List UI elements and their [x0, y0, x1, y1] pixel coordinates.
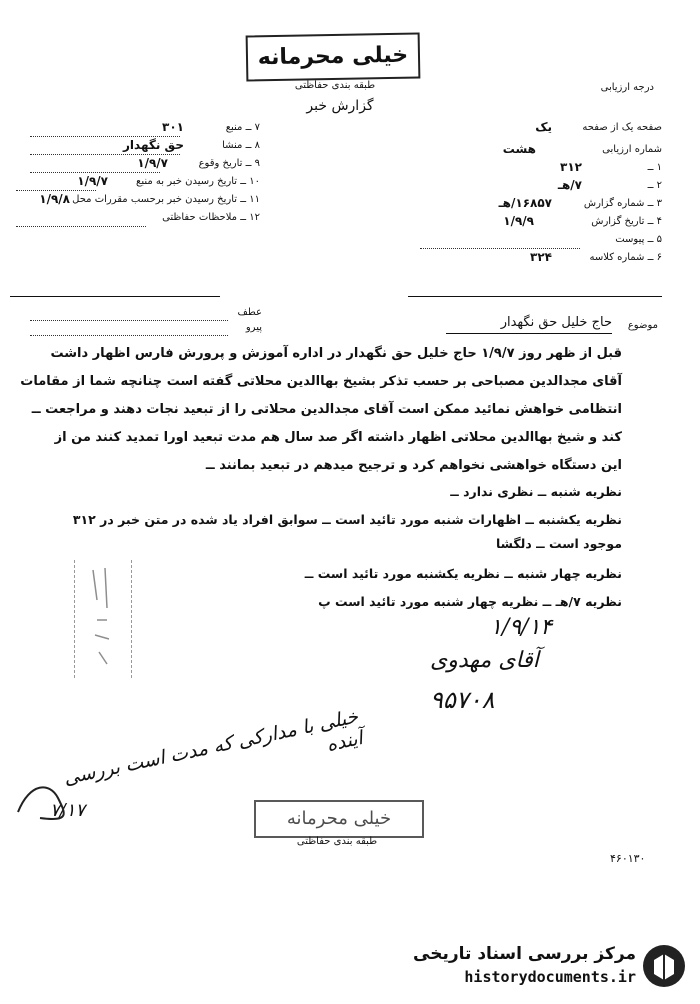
field-eval-number-value: هشت: [502, 142, 536, 156]
field-local-receipt-value: ۱/۹/۸: [39, 192, 70, 206]
field-local-receipt-label: ۱۱ ــ تاریخ رسیدن خبر برحسب مقررات محل: [72, 194, 260, 205]
handwritten-date-mark: ۱/۹/۱۴: [490, 615, 553, 640]
field-attachment-label: ۵ ــ پیوست: [615, 234, 662, 245]
field-source-receipt-label: ۱۰ ــ تاریخ رسیدن خبر به منبع: [136, 176, 260, 187]
note-7h: نظریه ۷/هـ ــ نظریه چهار شنبه مورد تائید است پ: [318, 594, 622, 609]
handwritten-initials: ۷/۱۷: [50, 800, 86, 821]
archive-logo-icon: [640, 942, 688, 990]
handwritten-scribble: [10, 772, 80, 832]
footer-logo: [410, 940, 690, 996]
field-2-label: ۲ ــ: [647, 180, 662, 191]
security-degree-label: درجه ارزیابی: [600, 82, 654, 93]
classification-label-bottom: طبقه بندی حفاظتی: [296, 836, 378, 847]
follow-up-label: پیرو: [245, 322, 262, 333]
classification-stamp-top: خیلی محرمانه: [246, 32, 421, 81]
field-eval-number-label: شماره ارزیابی: [602, 144, 662, 155]
field-source-receipt-value: ۱/۹/۷: [77, 174, 108, 188]
handwritten-signature-2: ۹۵۷۰۸: [430, 686, 495, 714]
note-wednesday: نظریه چهار شنبه ــ نظریه یکشنبه مورد تائید است ــ: [304, 566, 622, 581]
field-2-value: ۷/هـ: [557, 178, 582, 192]
field-1-label: ۱ ــ: [647, 162, 662, 173]
body-line-1: قبل از ظهر روز ۱/۹/۷ حاج خلیل حق نگهدار در اداره آموزش و پرورش فارس اظهار داشت: [50, 346, 622, 361]
field-origin-value: حق نگهدار: [122, 138, 184, 152]
margin-annotation-graphic: [75, 560, 131, 678]
margin-annotation-box: [74, 560, 132, 678]
left-field-list: [10, 118, 260, 238]
body-line-3: انتظامی خواهش نمائید ممکن است آقای مجدالدین محلاتی را از تبعید نجات دهند و مراجعت ــ: [31, 402, 622, 417]
field-security-notes-label: ۱۲ ــ ملاحظات حفاظتی: [162, 212, 260, 223]
subject-value: حاج خلیل حق نگهدار: [500, 315, 612, 330]
field-event-date-label: ۹ ــ تاریخ وقوع: [198, 158, 260, 169]
footer-logo-text: مرکز بررسی اسناد تاریخی: [413, 944, 636, 964]
right-field-list: [400, 118, 662, 268]
field-report-date-label: ۴ ــ تاریخ گزارش: [591, 216, 662, 227]
body-line-5: این دستگاه خواهشی نخواهم کرد و ترجیح میدهم در تبعید بمانند ــ: [205, 458, 622, 473]
note-sunday-1: نظریه یکشنبه ــ اظهارات شنبه مورد تائید است ــ سوابق افراد یاد شده در متن خبر در ۳۱۲: [72, 512, 622, 527]
field-page-value: یک: [535, 120, 552, 134]
subject-label: موضوع: [627, 320, 658, 331]
footer-logo-url: historydocuments.ir: [464, 968, 636, 986]
field-report-number-value: ۱۶۸۵۷/هـ: [498, 196, 552, 210]
field-origin-label: ۸ ــ منشا: [222, 140, 260, 151]
field-1-value: ۳۱۲: [560, 160, 582, 174]
note-saturday: نظریه شنبه ــ نظری ندارد ــ: [450, 484, 622, 499]
classification-label-top: طبقه بندی حفاظتی: [294, 80, 376, 91]
field-source-value: ۳۰۱: [162, 120, 184, 134]
field-page-label: صفحه یک از صفحه: [582, 122, 662, 133]
reference-label: عطف: [237, 307, 262, 318]
note-sunday-2: موجود است ــ دلگشا: [495, 536, 622, 551]
field-class-number-label: ۶ ــ شماره کلاسه: [589, 252, 662, 263]
body-line-4: کند و شیخ بهاالدین محلاتی اظهار داشته اگر صد سال هم مدت تبعید اورا تمدید کنند من از: [54, 430, 622, 445]
document-number: ۴۶۰۱۳۰: [610, 852, 646, 865]
document-title: گزارش خبر: [306, 98, 374, 114]
field-class-number-value: ۳۲۴: [530, 250, 552, 264]
field-report-number-label: ۳ ــ شماره گزارش: [583, 198, 662, 209]
field-report-date-value: ۱/۹/۹: [503, 214, 534, 228]
body-line-2: آقای مجدالدین مصباحی بر حسب تذکر بشیخ بهاالدین محلاتی گفته است چنانچه شما از مقامات: [20, 374, 622, 389]
field-event-date-value: ۱/۹/۷: [137, 156, 168, 170]
handwritten-signature-1: آقای مهدوی: [430, 648, 539, 673]
field-source-label: ۷ ــ منبع: [225, 122, 260, 133]
classification-stamp-bottom: خیلی محرمانه: [254, 800, 424, 838]
handwritten-instruction: خیلی با مدارکی که مدت است بررسی آینده: [61, 705, 365, 790]
